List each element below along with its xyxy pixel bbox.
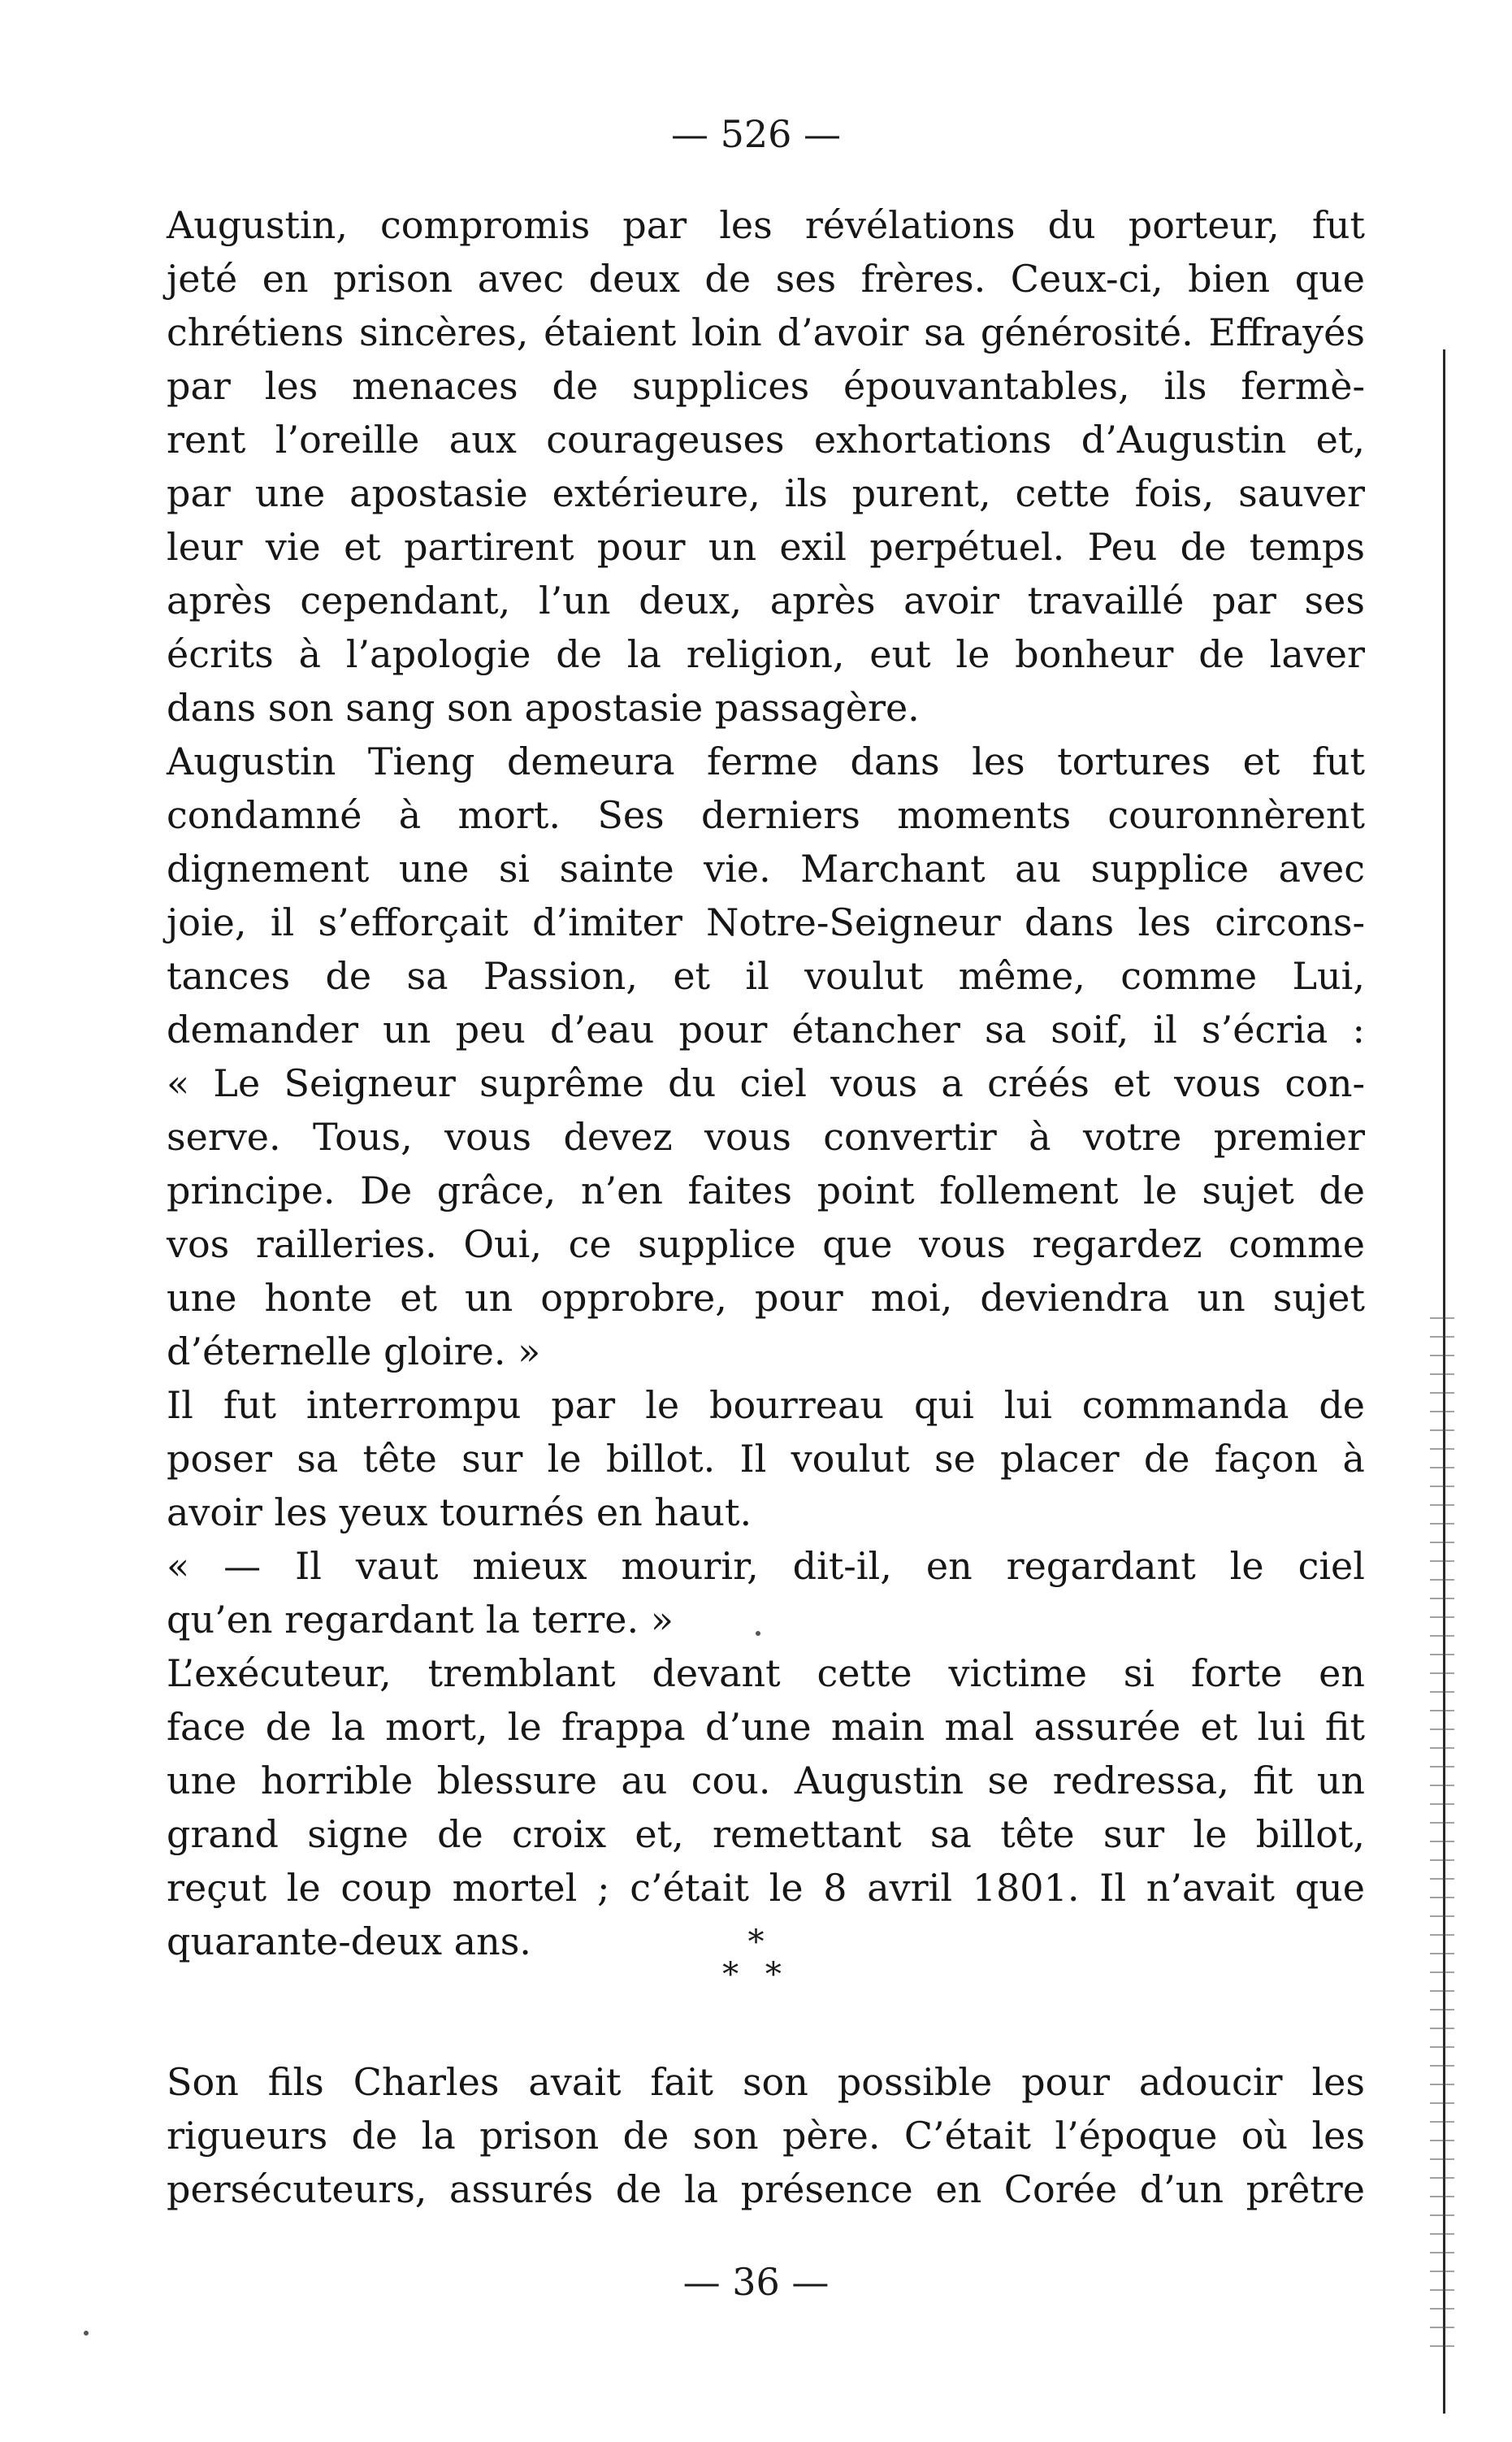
text-line: demander un peu d’eau pour étancher sa soif, il s’écria : — [167, 1008, 1365, 1052]
text-line: dans son sang son apostasie passagère. — [167, 686, 920, 730]
text-line: Son fils Charles avait fait son possible pour adoucir les — [167, 2060, 1365, 2104]
section-break-asterism — [0, 1926, 1512, 1991]
text-line: qu’en regardant la terre. » — [167, 1598, 674, 1642]
text-line: par une apostasie extérieure, ils purent, cette fois, sauver — [167, 471, 1365, 515]
asterism-bottom: * * — [722, 1956, 790, 1993]
text-line: écrits à l’apologie de la religion, eut le bonheur de laver — [167, 632, 1365, 676]
text-line: Augustin, compromis par les révélations du porteur, fut — [167, 203, 1365, 247]
text-line: quarante-deux ans. — [167, 1919, 531, 1963]
scan-edge-specks — [1430, 1300, 1454, 2357]
text-line: une honte et un opprobre, pour moi, deviendra un sujet — [167, 1276, 1365, 1320]
text-line: poser sa tête sur le billot. Il voulut se placer de façon à — [167, 1437, 1365, 1481]
text-line: dignement une si sainte vie. Marchant au supplice avec — [167, 847, 1365, 891]
text-line: face de la mort, le frappa d’une main mal assurée et lui fit — [167, 1705, 1365, 1749]
text-line: grand signe de croix et, remettant sa tête sur le billot, — [167, 1812, 1365, 1856]
text-line: serve. Tous, vous devez vous convertir à votre premier — [167, 1115, 1365, 1159]
text-line: joie, il s’efforçait d’imiter Notre-Seigneur dans les circons- — [167, 900, 1365, 944]
text-line: rigueurs de la prison de son père. C’était l’époque où les — [167, 2114, 1365, 2158]
text-line: persécuteurs, assurés de la présence en Corée d’un prêtre — [167, 2167, 1365, 2211]
page-number-header: — 526 — — [670, 112, 842, 156]
text-line: après cependant, l’un deux, après avoir travaillé par ses — [167, 579, 1365, 622]
text-line: principe. De grâce, n’en faites point follement le sujet de — [167, 1169, 1365, 1212]
scan-speck — [756, 1631, 760, 1636]
text-line: « — Il vaut mieux mourir, dit-il, en regardant le ciel — [167, 1544, 1365, 1588]
text-line: tances de sa Passion, et il voulut même, comme Lui, — [167, 954, 1365, 998]
text-line: reçut le coup mortel ; c’était le 8 avril 1801. Il n’avait que — [167, 1866, 1365, 1910]
text-line: une horrible blessure au cou. Augustin se redressa, fit un — [167, 1759, 1365, 1802]
asterism-top: * — [747, 1924, 765, 1961]
scan-speck — [84, 2331, 89, 2336]
text-line: avoir les yeux tournés en haut. — [167, 1490, 752, 1534]
text-line: jeté en prison avec deux de ses frères. Ceux-ci, bien que — [167, 257, 1365, 301]
text-line: L’exécuteur, tremblant devant cette victime si forte en — [167, 1651, 1365, 1695]
text-line: Augustin Tieng demeura ferme dans les tortures et fut — [167, 740, 1365, 783]
text-line: vos railleries. Oui, ce supplice que vous regardez comme — [167, 1222, 1365, 1266]
text-line: Il fut interrompu par le bourreau qui lui commanda de — [167, 1383, 1365, 1427]
text-line: rent l’oreille aux courageuses exhortations d’Augustin et, — [167, 418, 1365, 462]
text-line: condamné à mort. Ses derniers moments couronnèrent — [167, 793, 1365, 837]
page-number-footer: — 36 — — [682, 2260, 830, 2304]
text-line: d’éternelle gloire. » — [167, 1329, 541, 1373]
text-line: leur vie et partirent pour un exil perpétuel. Peu de temps — [167, 525, 1365, 569]
text-line: chrétiens sincères, étaient loin d’avoir sa générosité. Effrayés — [167, 310, 1365, 354]
text-line: par les menaces de supplices épouvantables, ils fermè- — [167, 364, 1365, 408]
text-line: « Le Seigneur suprême du ciel vous a créés et vous con- — [167, 1061, 1365, 1105]
